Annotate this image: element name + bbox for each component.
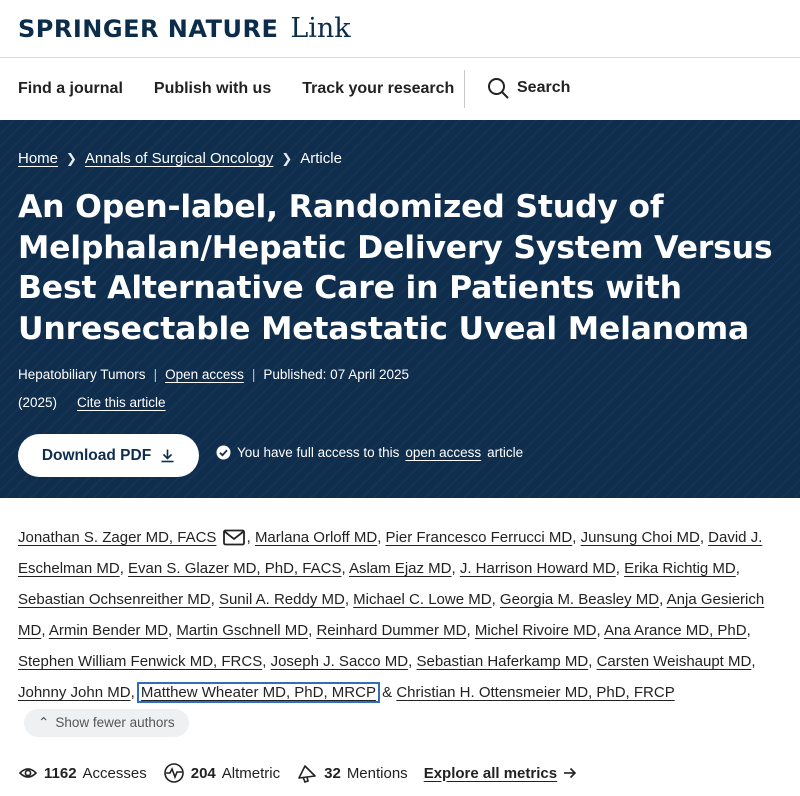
author-link[interactable]: Pier Francesco Ferrucci MD: [385, 529, 573, 546]
mail-icon[interactable]: [223, 529, 245, 546]
author-link[interactable]: Johnny John MD: [18, 684, 131, 701]
search-icon: [487, 77, 509, 99]
meta-separator: |: [251, 367, 256, 382]
article-meta-secondary: [18, 395, 166, 410]
author-link[interactable]: Martin Gschnell MD: [176, 622, 309, 639]
nav-track-research[interactable]: Track your research: [302, 80, 455, 97]
explore-metrics-link[interactable]: [424, 765, 577, 782]
author-link[interactable]: Georgia M. Beasley MD: [499, 591, 660, 608]
access-note: [216, 445, 523, 460]
chevron-right-icon: ❯: [281, 150, 293, 166]
article-category: Hepatobiliary Tumors: [18, 367, 146, 382]
author-link[interactable]: Junsung Choi MD: [580, 529, 700, 546]
article-meta: [18, 367, 409, 382]
metric-altmetric: [163, 763, 280, 783]
article-hero: [0, 120, 800, 498]
author-link[interactable]: Erika Richtig MD: [624, 560, 736, 577]
access-suffix: article: [487, 445, 524, 460]
metric-mentions: [296, 763, 408, 783]
nav-publish[interactable]: Publish with us: [153, 80, 272, 97]
published-date: Published: 07 April 2025: [263, 367, 409, 382]
author-link[interactable]: Evan S. Glazer MD, PhD, FACS: [128, 560, 342, 577]
brand-name: SPRINGER NATURE: [18, 15, 279, 43]
author-link-highlighted[interactable]: Matthew Wheater MD, PhD, MRCP: [140, 684, 376, 701]
show-fewer-label: Show fewer authors: [55, 715, 175, 730]
author-list: Jonathan S. Zager MD, FACS , Marlana Orloff MD, Pier Francesco Ferrucci MD, Junsung Choi MD, David J. Eschelman MD, Evan S. Glazer MD, PhD, FACS, Aslam Ejaz MD, J. Harrison Howard MD, Erika Richtig MD, Sebastian Ochsenreither MD, Sunil A. Reddy MD, Michael C. Lowe MD, Georgia M. Beasley MD, Anja Gesierich MD, Armin Bender MD, Martin Gschnell MD, Reinhard Dummer MD, Michel Rivoire MD, Ana Arance MD, PhD, Stephen William Fenwick MD, FRCS, Joseph J. Sacco MD, Sebastian Haferkamp MD, Carsten Weishaupt MD, Johnny John MD, Matthew Wheater MD, PhD, MRCP & Christian H. Ottensmeier MD, PhD, FRCP ⌃ Show fewer authors: [18, 522, 788, 739]
author-link[interactable]: Sebastian Haferkamp MD: [416, 653, 589, 670]
author-link[interactable]: J. Harrison Howard MD: [459, 560, 616, 577]
breadcrumb-home[interactable]: Home: [18, 150, 59, 167]
author-link[interactable]: Michael C. Lowe MD: [353, 591, 492, 608]
accesses-label: Accesses: [82, 764, 147, 782]
accesses-count: 1162: [44, 764, 77, 782]
author-link[interactable]: Joseph J. Sacco MD: [270, 653, 409, 670]
nav-divider: [464, 70, 465, 108]
download-pdf-label: Download PDF: [41, 446, 152, 464]
chevron-right-icon: ❯: [66, 150, 77, 166]
download-pdf-button[interactable]: [18, 434, 199, 477]
search-button[interactable]: [487, 77, 570, 99]
breadcrumb: [18, 150, 342, 167]
search-label: Search: [517, 79, 571, 96]
author-link[interactable]: Reinhard Dummer MD: [316, 622, 467, 639]
author-link[interactable]: Anja Gesierich MD: [18, 591, 765, 639]
meta-separator: |: [153, 367, 158, 382]
metric-accesses: [18, 763, 147, 783]
site-logo[interactable]: [18, 13, 351, 44]
check-circle-icon: [216, 445, 231, 460]
brand-bar: [0, 0, 800, 58]
author-link[interactable]: Sebastian Ochsenreither MD: [18, 591, 211, 608]
altmetric-label: Altmetric: [221, 764, 281, 782]
eye-download-icon: [18, 763, 38, 783]
arrow-right-icon: [563, 767, 577, 779]
altmetric-icon: [163, 763, 185, 783]
author-link[interactable]: Stephen William Fenwick MD, FRCS: [18, 653, 263, 670]
author-link[interactable]: Michel Rivoire MD: [474, 622, 597, 639]
author-link[interactable]: Sunil A. Reddy MD: [218, 591, 345, 608]
breadcrumb-current: Article: [300, 150, 342, 167]
author-link[interactable]: Armin Bender MD: [48, 622, 169, 639]
author-link[interactable]: Carsten Weishaupt MD: [596, 653, 752, 670]
cite-link[interactable]: Cite this article: [77, 395, 166, 410]
brand-link-text: Link: [290, 13, 351, 44]
author-link[interactable]: Ana Arance MD, PhD: [604, 622, 747, 639]
author-link[interactable]: Aslam Ejaz MD: [348, 560, 452, 577]
explore-metrics-label: Explore all metrics: [423, 764, 558, 782]
article-title: An Open-label, Randomized Study of Melphalan/Hepatic Delivery System Versus Best Alternative Care in Patients with Unresectable Metastatic Uveal Melanoma: [18, 189, 773, 347]
mentions-label: Mentions: [346, 764, 408, 782]
nav-find-journal[interactable]: Find a journal: [18, 80, 123, 97]
chevron-up-icon: ⌃: [38, 715, 50, 730]
open-access-link[interactable]: Open access: [165, 367, 244, 382]
megaphone-icon: [296, 763, 318, 783]
author-link[interactable]: Jonathan S. Zager MD, FACS: [18, 529, 217, 546]
main-nav: [0, 58, 800, 120]
article-metrics: [18, 763, 577, 783]
author-link[interactable]: Christian H. Ottensmeier MD, PhD, FRCP: [396, 684, 675, 701]
breadcrumb-journal[interactable]: Annals of Surgical Oncology: [84, 150, 274, 167]
author-link[interactable]: Marlana Orloff MD: [254, 529, 378, 546]
download-icon: [160, 448, 175, 463]
mentions-count: 32: [324, 764, 341, 782]
article-year: (2025): [18, 395, 58, 410]
altmetric-count: 204: [190, 764, 216, 782]
access-prefix: You have full access to this: [237, 445, 400, 460]
author-link[interactable]: David J. Eschelman MD: [18, 529, 763, 577]
show-fewer-authors-button[interactable]: [24, 709, 189, 737]
access-open-access-link[interactable]: open access: [405, 445, 482, 460]
